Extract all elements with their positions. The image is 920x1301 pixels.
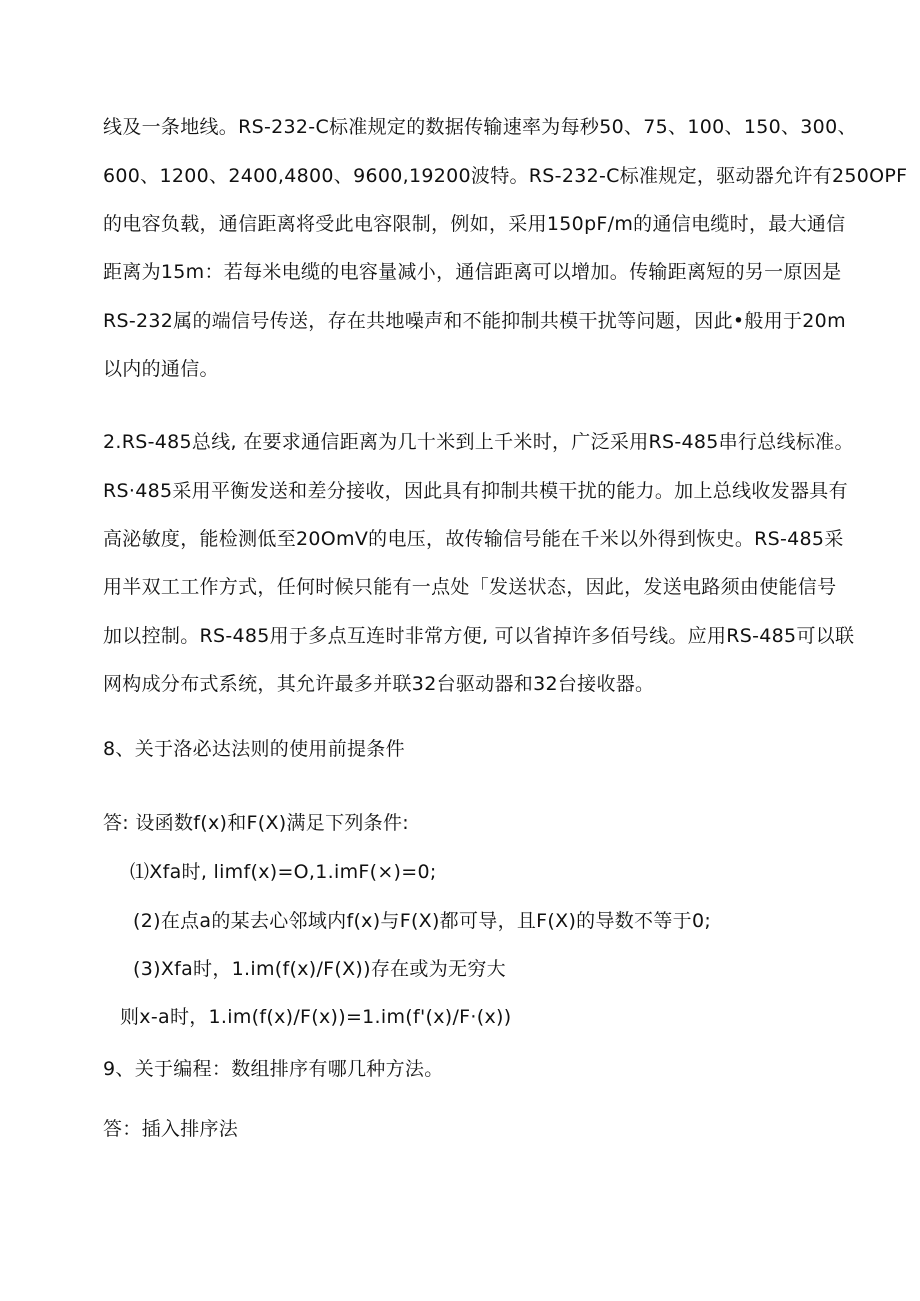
rs485-paragraph-line-2: RS·485采用平衡发送和差分接收，因此具有抑制共模干扰的能力。加上总线收发器具有 — [103, 480, 848, 502]
question-8-condition-2: (2)在点a的某去心邻域内f(x)与F(X)都可导，且F(X)的导数不等于0; — [133, 910, 712, 932]
question-8-answer-intro: 答: 设函数f(x)和F(X)满足下列条件: — [103, 812, 409, 834]
rs485-paragraph-line-6: 网构成分布式系统，其允许最多并联32台驱动器和32台接收器。 — [103, 673, 655, 695]
rs232-paragraph-line-1: 线及一条地线。RS-232-C标准规定的数据传输速率为每秒50、75、100、150、300、 — [103, 116, 857, 138]
rs232-paragraph-line-3: 的电容负载，通信距离将受此电容限制，例如，采用150pF/m的通信电缆时，最大通信 — [103, 213, 846, 235]
question-8-condition-3: (3)Xfa时，1.im(f(x)/F(X))存在或为无穷大 — [133, 958, 506, 980]
rs485-paragraph-line-5: 加以控制。RS-485用于多点互连时非常方便, 可以省掉许多佰号线。应用RS-485可以联 — [103, 625, 855, 647]
rs232-paragraph-line-4: 距离为15m：若每米电缆的电容量减小，通信距离可以增加。传输距离短的另一原因是 — [103, 261, 842, 283]
question-8-title: 8、关于洛必达法则的使用前提条件 — [103, 738, 405, 760]
question-9-answer: 答：插入排序法 — [103, 1118, 239, 1140]
rs485-paragraph-line-4: 用半双工工作方式，任何时候只能有一点处「发送状态，因此，发送电路须由使能信号 — [103, 576, 837, 598]
question-8-condition-1: ⑴Xfa时, limf(x)=O,1.imF(×)=0; — [130, 861, 437, 883]
rs485-paragraph-line-1: 2.RS-485总线, 在要求通信距离为几十米到上千米时，广泛采用RS-485串行总线标准。 — [103, 431, 854, 453]
rs232-paragraph-line-6: 以内的通信。 — [103, 358, 219, 380]
rs232-paragraph-line-5: RS-232属的端信号传送，存在共地噪声和不能抑制共模干扰等问题，因此•般用于20m — [103, 310, 846, 332]
rs232-paragraph-line-2: 600、1200、2400,4800、9600,19200波特。RS-232-C标准规定，驱动器允许有250OPF — [103, 165, 908, 187]
rs485-paragraph-line-3: 高泌敏度，能检测低至20OmV的电压，故传输信号能在千米以外得到恢史。RS-485采 — [103, 528, 844, 550]
question-8-conclusion: 则x-a时，1.im(f(x)/F(x))=1.im(f'(x)/F·(x)) — [120, 1006, 512, 1028]
question-9-title: 9、关于编程：数组排序有哪几种方法。 — [103, 1058, 444, 1080]
